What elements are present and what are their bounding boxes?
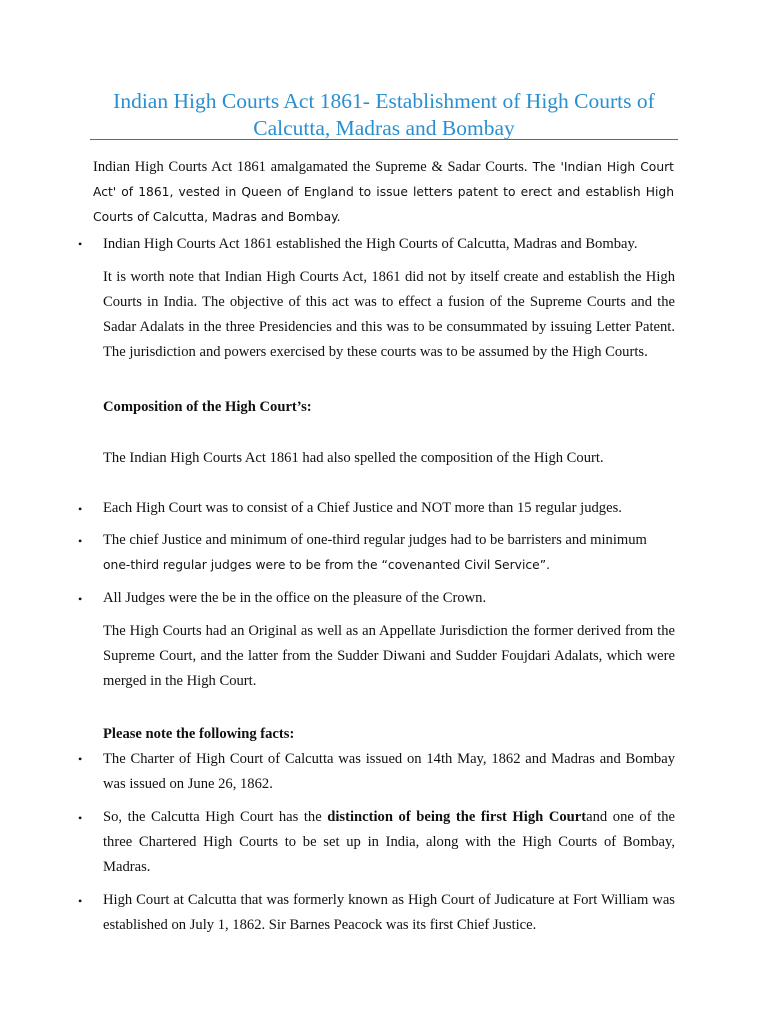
bullet-item-fort-william: High Court at Calcutta that was formerly known as High Court of Judicature at Fort William was established on July 1, 1862. Sir Barnes Peacock was its first Chief Justice. [103,892,675,933]
bullet-marker: • [78,534,83,548]
heading-composition: Composition of the High Court’s: [103,399,312,415]
paragraph-jurisdiction: The High Courts had an Original as well as an Appellate Jurisdiction the former derived from the Supreme Court, and the latter from the Sudder Diwani and Sudder Foujdari Adalats, which were merged in the High Court. [103,623,675,689]
title-underline [90,139,678,140]
bullet-item-crown: All Judges were the be in the office on the pleasure of the Crown. [103,590,487,606]
bullet-marker: • [78,894,83,908]
bullet-marker: • [78,502,83,516]
bullet-item-first-high-court [103,805,675,880]
first-court-text-bold: distinction of being the first High Court [327,809,587,825]
bullet-marker: • [78,811,83,825]
bullet-item-charter: The Charter of High Court of Calcutta was issued on 14th May, 1862 and Madras and Bombay was issued on June 26, 1862. [103,751,675,792]
bullet-item-barristers-line2: one-third regular judges were to be from the “covenanted Civil Service”. [103,558,550,572]
bullet-item-barristers-line1: The chief Justice and minimum of one-third regular judges had to be barristers and minimum [103,532,647,548]
paragraph-composition: The Indian High Courts Act 1861 had also spelled the composition of the High Court. [103,450,604,466]
paragraph-fusion: It is worth note that Indian High Courts Act, 1861 did not by itself create and establish the High Courts in India. The objective of this act was to effect a fusion of the Supreme Courts and the Sadar Adalats in the three Presidencies and this was to be consummated by issuing Letter Patent. The jurisdiction and powers exercised by these courts was to be assumed by the High Courts. [103,269,675,360]
bullet-item-established: Indian High Courts Act 1861 established the High Courts of Calcutta, Madras and Bombay. [103,236,638,252]
intro-paragraph [93,155,674,230]
first-court-text-pre: So, the Calcutta High Court has the [103,809,328,825]
heading-facts: Please note the following facts: [103,726,295,742]
bullet-marker: • [78,752,83,766]
bullet-item-chief-justice: Each High Court was to consist of a Chief Justice and NOT more than 15 regular judges. [103,500,622,516]
intro-lead: Indian High Courts Act 1861 amalgamated the Supreme & Sadar Courts. [93,159,528,175]
page-title: Indian High Courts Act 1861- Establishment of High Courts of Calcutta, Madras and Bombay [113,89,655,140]
intro-rest: The 'Indian High Court Act' of 1861, vested in Queen of England to issue letters patent to erect and establish High Courts of Calcutta, Madras and Bombay. [93,160,674,224]
bullet-marker: • [78,237,83,251]
first-court-text-post: and one of the three Chartered High Courts to be set up in India, along with the High Courts of Bombay, Madras. [103,809,675,875]
bullet-marker: • [78,592,83,606]
